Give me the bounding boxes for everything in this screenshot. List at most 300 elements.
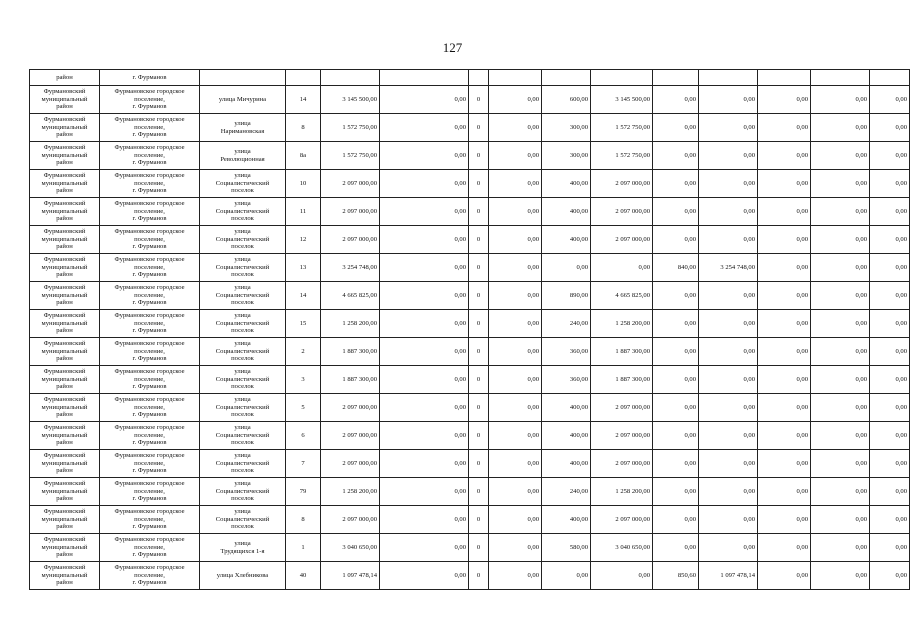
street-cell-line: поселок — [231, 411, 254, 419]
settlement-cell — [100, 450, 200, 478]
total-cost-cell: 1 887 300,00 — [321, 338, 380, 366]
house-number-cell: 12 — [286, 226, 321, 254]
value-cell: 0,00 — [489, 254, 542, 282]
district-cell — [30, 282, 100, 310]
settlement-cell — [100, 338, 200, 366]
street-cell-line: улица — [234, 340, 251, 348]
street-cell-line: улица Мичурина — [218, 95, 267, 103]
table-row — [30, 478, 910, 506]
value-cell: 0,00 — [380, 338, 469, 366]
district-cell-line: район — [56, 159, 73, 167]
district-cell-line: Фурмановский — [43, 256, 86, 264]
settlement-cell-line: г. Фурманов — [132, 467, 167, 475]
street-cell-line: Социалистический — [215, 319, 270, 327]
district-cell — [30, 422, 100, 450]
cost-cell: 2 097 000,00 — [591, 198, 653, 226]
area-cell: 0,00 — [653, 394, 699, 422]
district-cell-line: район — [56, 411, 73, 419]
value-cell: 0,00 — [489, 86, 542, 114]
street-cell-line: поселок — [231, 187, 254, 195]
settlement-cell-line: поселение, — [134, 235, 165, 243]
district-cell: район — [30, 70, 100, 86]
cost-cell: 0,00 — [699, 534, 758, 562]
value-cell: 0,00 — [489, 394, 542, 422]
district-cell-line: муниципальный — [41, 235, 88, 243]
street-cell — [200, 170, 286, 198]
value-cell: 0,00 — [758, 254, 811, 282]
district-cell-line: район — [56, 495, 73, 503]
area-cell: 400,00 — [542, 394, 591, 422]
table-row-continued — [30, 70, 910, 86]
street-cell-line: улица — [234, 200, 251, 208]
value-cell: 0,00 — [758, 114, 811, 142]
district-cell-line: муниципальный — [41, 375, 88, 383]
settlement-cell-line: поселение, — [134, 375, 165, 383]
cost-cell: 2 097 000,00 — [591, 394, 653, 422]
value-cell: 0,00 — [758, 422, 811, 450]
settlement-cell-line: Фурмановское городское — [114, 200, 185, 208]
value-cell: 0,00 — [811, 142, 870, 170]
district-cell-line: муниципальный — [41, 179, 88, 187]
street-cell-line: поселок — [231, 327, 254, 335]
value-cell: 0,00 — [758, 534, 811, 562]
value-cell: 0,00 — [758, 478, 811, 506]
empty-cell — [758, 70, 811, 86]
value-cell: 0,00 — [489, 450, 542, 478]
district-cell — [30, 198, 100, 226]
settlement-cell-line: поселение, — [134, 403, 165, 411]
total-cost-cell: 3 254 748,00 — [321, 254, 380, 282]
street-cell-line: Социалистический — [215, 179, 270, 187]
table-row — [30, 338, 910, 366]
area-cell: 400,00 — [542, 226, 591, 254]
value-cell: 0,00 — [489, 310, 542, 338]
cost-cell: 3 145 500,00 — [591, 86, 653, 114]
street-cell — [200, 86, 286, 114]
street-cell-line: улица — [234, 148, 251, 156]
table-row — [30, 534, 910, 562]
settlement-cell-line: Фурмановское городское — [114, 480, 185, 488]
table-row — [30, 198, 910, 226]
district-cell-line: Фурмановский — [43, 88, 86, 96]
value-cell: 0,00 — [870, 170, 910, 198]
district-cell-line: Фурмановский — [43, 228, 86, 236]
value-cell: 0,00 — [811, 562, 870, 590]
settlement-cell-line: г. Фурманов — [132, 411, 167, 419]
settlement-cell-line: г. Фурманов — [132, 187, 167, 195]
value-cell: 0,00 — [758, 198, 811, 226]
district-cell — [30, 226, 100, 254]
settlement-cell-line: Фурмановское городское — [114, 116, 185, 124]
total-cost-cell: 2 097 000,00 — [321, 198, 380, 226]
total-cost-cell: 1 258 200,00 — [321, 310, 380, 338]
cost-cell: 0,00 — [699, 478, 758, 506]
cost-cell: 0,00 — [699, 114, 758, 142]
value-cell: 0,00 — [811, 170, 870, 198]
count-cell: 0 — [469, 226, 489, 254]
house-number-cell: 6 — [286, 422, 321, 450]
settlement-cell-line: поселение, — [134, 151, 165, 159]
street-cell-line: Социалистический — [215, 515, 270, 523]
cost-cell: 1 258 200,00 — [591, 310, 653, 338]
district-cell-line: муниципальный — [41, 123, 88, 131]
area-cell: 400,00 — [542, 198, 591, 226]
value-cell: 0,00 — [489, 422, 542, 450]
area-cell: 400,00 — [542, 450, 591, 478]
street-cell — [200, 478, 286, 506]
value-cell: 0,00 — [870, 394, 910, 422]
street-cell — [200, 394, 286, 422]
cost-cell: 0,00 — [591, 254, 653, 282]
street-cell-line: Социалистический — [215, 207, 270, 215]
count-cell: 0 — [469, 254, 489, 282]
district-cell-line: Фурмановский — [43, 536, 86, 544]
empty-cell — [321, 70, 380, 86]
settlement-cell-line: Фурмановское городское — [114, 88, 185, 96]
district-cell-line: Фурмановский — [43, 508, 86, 516]
settlement-cell — [100, 198, 200, 226]
street-cell — [200, 338, 286, 366]
area-cell: 300,00 — [542, 114, 591, 142]
house-number-cell: 8а — [286, 142, 321, 170]
district-cell — [30, 478, 100, 506]
total-cost-cell: 1 572 750,00 — [321, 142, 380, 170]
cost-cell: 0,00 — [699, 506, 758, 534]
settlement-cell — [100, 534, 200, 562]
value-cell: 0,00 — [870, 422, 910, 450]
value-cell: 0,00 — [811, 86, 870, 114]
value-cell: 0,00 — [489, 562, 542, 590]
value-cell: 0,00 — [811, 366, 870, 394]
count-cell: 0 — [469, 142, 489, 170]
street-cell-line: поселок — [231, 383, 254, 391]
value-cell: 0,00 — [811, 450, 870, 478]
district-cell-line: район — [56, 551, 73, 559]
street-cell — [200, 198, 286, 226]
area-cell: 0,00 — [653, 534, 699, 562]
value-cell: 0,00 — [870, 198, 910, 226]
empty-cell — [699, 70, 758, 86]
value-cell: 0,00 — [489, 142, 542, 170]
district-cell-line: район — [56, 355, 73, 363]
value-cell: 0,00 — [758, 338, 811, 366]
count-cell: 0 — [469, 562, 489, 590]
count-cell: 0 — [469, 170, 489, 198]
empty-cell — [870, 70, 910, 86]
value-cell: 0,00 — [870, 114, 910, 142]
district-cell-line: район — [56, 243, 73, 251]
house-number-cell: 8 — [286, 114, 321, 142]
district-cell-line: Фурмановский — [43, 424, 86, 432]
total-cost-cell: 2 097 000,00 — [321, 226, 380, 254]
cost-cell: 1 572 750,00 — [591, 114, 653, 142]
table-row — [30, 422, 910, 450]
count-cell: 0 — [469, 198, 489, 226]
street-cell-line: поселок — [231, 467, 254, 475]
settlement-cell-line: Фурмановское городское — [114, 144, 185, 152]
district-cell — [30, 534, 100, 562]
total-cost-cell: 2 097 000,00 — [321, 394, 380, 422]
value-cell: 0,00 — [811, 338, 870, 366]
value-cell: 0,00 — [870, 450, 910, 478]
settlement-cell — [100, 366, 200, 394]
settlement-cell-line: г. Фурманов — [132, 355, 167, 363]
value-cell: 0,00 — [489, 198, 542, 226]
area-cell: 0,00 — [653, 506, 699, 534]
street-cell-line: улица — [234, 172, 251, 180]
street-cell — [200, 534, 286, 562]
value-cell: 0,00 — [870, 366, 910, 394]
area-cell: 890,00 — [542, 282, 591, 310]
value-cell: 0,00 — [811, 310, 870, 338]
value-cell: 0,00 — [380, 478, 469, 506]
district-cell-line: район — [56, 187, 73, 195]
table-row — [30, 450, 910, 478]
street-cell-line: поселок — [231, 215, 254, 223]
street-cell-line: улица — [234, 396, 251, 404]
district-cell-line: муниципальный — [41, 543, 88, 551]
settlement-cell-line: г. Фурманов — [132, 383, 167, 391]
value-cell: 0,00 — [811, 422, 870, 450]
settlement-cell-line: г. Фурманов — [132, 579, 167, 587]
street-cell-line: улица — [234, 256, 251, 264]
area-cell: 0,00 — [653, 86, 699, 114]
settlement-cell-line: Фурмановское городское — [114, 228, 185, 236]
value-cell: 0,00 — [870, 226, 910, 254]
district-cell-line: Фурмановский — [43, 200, 86, 208]
house-number-cell: 79 — [286, 478, 321, 506]
cost-cell: 0,00 — [699, 142, 758, 170]
value-cell: 0,00 — [489, 534, 542, 562]
cost-cell: 4 665 825,00 — [591, 282, 653, 310]
table-row — [30, 114, 910, 142]
count-cell: 0 — [469, 282, 489, 310]
settlement-cell-line: Фурмановское городское — [114, 340, 185, 348]
settlement-cell — [100, 226, 200, 254]
settlement-cell — [100, 506, 200, 534]
empty-cell — [380, 70, 469, 86]
district-cell-line: Фурмановский — [43, 396, 86, 404]
value-cell: 0,00 — [758, 226, 811, 254]
count-cell: 0 — [469, 534, 489, 562]
settlement-cell-line: г. Фурманов — [132, 495, 167, 503]
value-cell: 0,00 — [380, 422, 469, 450]
value-cell: 0,00 — [758, 282, 811, 310]
house-number-cell: 14 — [286, 282, 321, 310]
settlement-cell-line: поселение, — [134, 347, 165, 355]
district-cell-line: муниципальный — [41, 95, 88, 103]
table-row — [30, 226, 910, 254]
value-cell: 0,00 — [758, 142, 811, 170]
cost-cell: 0,00 — [699, 86, 758, 114]
cost-cell: 2 097 000,00 — [591, 506, 653, 534]
house-number-cell: 40 — [286, 562, 321, 590]
district-cell-line: муниципальный — [41, 319, 88, 327]
settlement-cell-line: г. Фурманов — [132, 103, 167, 111]
district-cell-line: муниципальный — [41, 403, 88, 411]
house-number-cell: 1 — [286, 534, 321, 562]
street-cell-line: улица — [234, 228, 251, 236]
house-number-cell: 8 — [286, 506, 321, 534]
value-cell: 0,00 — [811, 478, 870, 506]
cost-cell: 0,00 — [699, 338, 758, 366]
value-cell: 0,00 — [758, 394, 811, 422]
street-cell-line: поселок — [231, 523, 254, 531]
district-cell-line: район — [56, 523, 73, 531]
street-cell-line: улица — [234, 120, 251, 128]
district-cell — [30, 142, 100, 170]
area-cell: 360,00 — [542, 366, 591, 394]
area-cell: 0,00 — [542, 254, 591, 282]
settlement-cell-line: поселение, — [134, 123, 165, 131]
district-cell-line: Фурмановский — [43, 172, 86, 180]
street-cell-line: Социалистический — [215, 403, 270, 411]
value-cell: 0,00 — [380, 562, 469, 590]
street-cell-line: Социалистический — [215, 459, 270, 467]
settlement-cell — [100, 422, 200, 450]
value-cell: 0,00 — [380, 170, 469, 198]
district-cell-line: муниципальный — [41, 571, 88, 579]
settlement-cell-line: г. Фурманов — [132, 159, 167, 167]
table-row — [30, 506, 910, 534]
street-cell-line: поселок — [231, 299, 254, 307]
street-cell-line: улица — [234, 312, 251, 320]
area-cell: 850,60 — [653, 562, 699, 590]
street-cell-line: Социалистический — [215, 347, 270, 355]
count-cell: 0 — [469, 114, 489, 142]
cost-cell: 0,00 — [699, 310, 758, 338]
district-cell — [30, 450, 100, 478]
total-cost-cell: 2 097 000,00 — [321, 506, 380, 534]
settlement-cell-line: поселение, — [134, 431, 165, 439]
house-number-cell: 10 — [286, 170, 321, 198]
house-number-cell: 3 — [286, 366, 321, 394]
area-cell: 580,00 — [542, 534, 591, 562]
street-cell-line: улица — [234, 368, 251, 376]
district-cell — [30, 310, 100, 338]
area-cell: 0,00 — [653, 170, 699, 198]
area-cell: 240,00 — [542, 478, 591, 506]
street-cell-line: Революционная — [220, 155, 265, 163]
street-cell — [200, 422, 286, 450]
cost-cell: 2 097 000,00 — [591, 422, 653, 450]
area-cell: 0,00 — [653, 282, 699, 310]
value-cell: 0,00 — [380, 142, 469, 170]
count-cell: 0 — [469, 450, 489, 478]
table-row — [30, 86, 910, 114]
street-cell-line: улица Хлебникова — [216, 571, 269, 579]
settlement-cell-line: Фурмановское городское — [114, 564, 185, 572]
street-cell-line: улица — [234, 424, 251, 432]
cost-cell: 3 040 650,00 — [591, 534, 653, 562]
value-cell: 0,00 — [811, 506, 870, 534]
value-cell: 0,00 — [811, 226, 870, 254]
district-cell-line: район — [56, 131, 73, 139]
area-cell: 600,00 — [542, 86, 591, 114]
cost-cell: 0,00 — [699, 226, 758, 254]
cost-cell: 0,00 — [591, 562, 653, 590]
street-cell — [200, 142, 286, 170]
street-cell-line: улица — [234, 540, 251, 548]
house-number-cell: 5 — [286, 394, 321, 422]
street-cell — [200, 450, 286, 478]
district-cell-line: район — [56, 439, 73, 447]
table-row — [30, 142, 910, 170]
settlement-cell — [100, 142, 200, 170]
district-cell-line: район — [56, 327, 73, 335]
cost-cell: 2 097 000,00 — [591, 226, 653, 254]
value-cell: 0,00 — [380, 534, 469, 562]
empty-cell — [286, 70, 321, 86]
settlement-cell-line: Фурмановское городское — [114, 508, 185, 516]
house-number-cell: 13 — [286, 254, 321, 282]
street-cell — [200, 254, 286, 282]
settlement-cell-line: г. Фурманов — [132, 523, 167, 531]
total-cost-cell: 2 097 000,00 — [321, 450, 380, 478]
settlement-cell-line: г. Фурманов — [132, 271, 167, 279]
cost-cell: 1 887 300,00 — [591, 366, 653, 394]
settlement-cell-line: поселение, — [134, 95, 165, 103]
district-cell-line: Фурмановский — [43, 452, 86, 460]
district-cell-line: Фурмановский — [43, 340, 86, 348]
street-cell — [200, 282, 286, 310]
value-cell: 0,00 — [870, 142, 910, 170]
area-cell: 0,00 — [653, 114, 699, 142]
value-cell: 0,00 — [870, 282, 910, 310]
house-number-cell: 2 — [286, 338, 321, 366]
settlement-cell-line: поселение, — [134, 319, 165, 327]
district-cell-line: муниципальный — [41, 291, 88, 299]
district-cell — [30, 114, 100, 142]
house-number-cell: 14 — [286, 86, 321, 114]
street-cell-line: поселок — [231, 243, 254, 251]
empty-cell — [200, 70, 286, 86]
count-cell: 0 — [469, 310, 489, 338]
street-cell-line: поселок — [231, 355, 254, 363]
value-cell: 0,00 — [811, 282, 870, 310]
area-cell: 0,00 — [653, 450, 699, 478]
cost-cell: 0,00 — [699, 198, 758, 226]
page-number: 127 — [442, 40, 463, 55]
value-cell: 0,00 — [380, 366, 469, 394]
settlement-cell-line: поселение, — [134, 291, 165, 299]
value-cell: 0,00 — [380, 282, 469, 310]
settlement-cell-line: г. Фурманов — [132, 131, 167, 139]
value-cell: 0,00 — [380, 254, 469, 282]
settlement-cell-line: г. Фурманов — [132, 299, 167, 307]
street-cell — [200, 506, 286, 534]
table-row — [30, 394, 910, 422]
settlement-cell-line: поселение, — [134, 543, 165, 551]
empty-cell — [542, 70, 591, 86]
district-cell-line: муниципальный — [41, 151, 88, 159]
total-cost-cell: 1 572 750,00 — [321, 114, 380, 142]
street-cell-line: Социалистический — [215, 375, 270, 383]
settlement-cell — [100, 562, 200, 590]
street-cell-line: поселок — [231, 495, 254, 503]
settlement-cell-line: г. Фурманов — [132, 551, 167, 559]
district-cell — [30, 170, 100, 198]
value-cell: 0,00 — [380, 506, 469, 534]
district-cell — [30, 86, 100, 114]
cost-cell: 0,00 — [699, 450, 758, 478]
district-cell-line: Фурмановский — [43, 564, 86, 572]
street-cell-line: улица — [234, 284, 251, 292]
settlement-cell-line: Фурмановское городское — [114, 368, 185, 376]
district-cell-line: Фурмановский — [43, 284, 86, 292]
district-cell-line: район — [56, 579, 73, 587]
cost-cell: 3 254 748,00 — [699, 254, 758, 282]
